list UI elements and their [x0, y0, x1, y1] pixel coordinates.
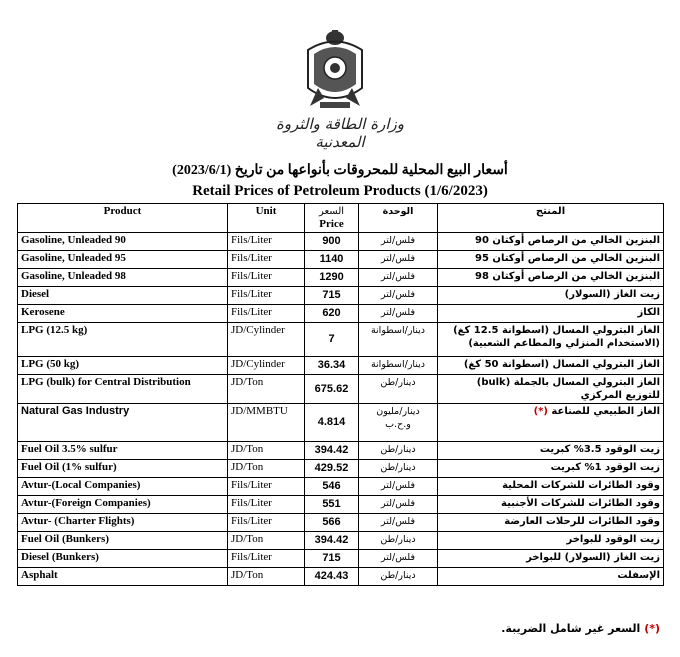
- unit-cell: JD/Cylinder: [228, 323, 305, 357]
- unit-cell: Fils/Liter: [228, 251, 305, 269]
- product-ar-label: زيت الغاز (السولار) للبواخر: [526, 552, 660, 563]
- product-cell: Diesel: [18, 287, 228, 305]
- footnote-text: السعر غير شامل الضريبة.: [501, 622, 641, 635]
- product-ar-label: البنزين الخالي من الرصاص أوكتان 98: [475, 271, 660, 282]
- table-row: [18, 233, 664, 251]
- product-ar-label: وقود الطائرات للشركات الأجنبية: [501, 498, 660, 509]
- product-ar-cell: [438, 269, 664, 287]
- product-ar-cell: [438, 550, 664, 568]
- unit-cell: JD/Ton: [228, 442, 305, 460]
- unit-ar-cell: دينار/طن: [359, 375, 438, 404]
- tax-star-marker: (*): [533, 406, 548, 417]
- product-ar-cell: [438, 496, 664, 514]
- product-ar-cell: [438, 514, 664, 532]
- price-cell: 7: [305, 323, 359, 357]
- unit-ar-cell: دينار/طن: [359, 442, 438, 460]
- product-ar-label: زيت الوقود 3.5% كبريت: [539, 444, 660, 455]
- product-cell: Fuel Oil (Bunkers): [18, 532, 228, 550]
- unit-cell: JD/Ton: [228, 568, 305, 586]
- unit-ar-cell: فلس/لتر: [359, 478, 438, 496]
- table-row: [18, 287, 664, 305]
- unit-cell: JD/MMBTU: [228, 404, 305, 442]
- unit-ar-cell: فلس/لتر: [359, 305, 438, 323]
- product-cell: Avtur-(Foreign Companies): [18, 496, 228, 514]
- price-cell: 1140: [305, 251, 359, 269]
- table-header-row: [18, 204, 664, 233]
- product-ar-cell: [438, 478, 664, 496]
- product-ar-label: وقود الطائرات للشركات المحلية: [502, 480, 660, 491]
- product-ar-label: زيت الوقود للبواخر: [566, 534, 660, 545]
- product-ar-label: الإسفلت: [617, 570, 660, 581]
- product-ar-label: الغاز البترولي المسال (اسطوانة 12.5 كغ) (الاستخدام المنزلي والمطاعم الشعبية): [453, 325, 660, 349]
- product-ar-cell: [438, 375, 664, 404]
- product-ar-cell: [438, 287, 664, 305]
- unit-ar-cell: فلس/لتر: [359, 269, 438, 287]
- unit-cell: JD/Ton: [228, 375, 305, 404]
- product-cell: Natural Gas Industry: [18, 404, 228, 442]
- coat-of-arms-icon: [300, 28, 370, 113]
- unit-ar-cell: دينار/طن: [359, 532, 438, 550]
- product-cell: Gasoline, Unleaded 98: [18, 269, 228, 287]
- price-cell: 546: [305, 478, 359, 496]
- price-cell: 424.43: [305, 568, 359, 586]
- table-row: [18, 305, 664, 323]
- product-ar-cell: [438, 532, 664, 550]
- unit-ar-cell: فلس/لتر: [359, 287, 438, 305]
- product-cell: Avtur- (Charter Flights): [18, 514, 228, 532]
- product-ar-cell: [438, 568, 664, 586]
- product-ar-label: البنزين الخالي من الرصاص أوكتان 95: [475, 253, 660, 264]
- product-ar-cell: [438, 404, 664, 442]
- price-cell: 900: [305, 233, 359, 251]
- price-cell: 715: [305, 550, 359, 568]
- product-ar-label: الغاز البترولي المسال (اسطوانة 50 كغ): [463, 359, 660, 370]
- footnote-star: (*): [644, 622, 660, 635]
- unit-ar-cell: فلس/لتر: [359, 496, 438, 514]
- table-row: [18, 568, 664, 586]
- unit-cell: JD/Ton: [228, 532, 305, 550]
- unit-cell: Fils/Liter: [228, 287, 305, 305]
- header-product: Product: [18, 204, 228, 233]
- table-row: [18, 514, 664, 532]
- product-cell: LPG (bulk) for Central Distribution: [18, 375, 228, 404]
- product-cell: Diesel (Bunkers): [18, 550, 228, 568]
- product-cell: Fuel Oil 3.5% sulfur: [18, 442, 228, 460]
- header-price-ar: السعر: [318, 206, 345, 217]
- unit-cell: Fils/Liter: [228, 496, 305, 514]
- price-cell: 566: [305, 514, 359, 532]
- price-cell: 715: [305, 287, 359, 305]
- header-price-en: Price: [319, 218, 344, 230]
- product-ar-cell: [438, 323, 664, 357]
- price-cell: 620: [305, 305, 359, 323]
- unit-cell: Fils/Liter: [228, 550, 305, 568]
- unit-cell: JD/Ton: [228, 460, 305, 478]
- table-row: [18, 375, 664, 404]
- price-cell: 551: [305, 496, 359, 514]
- product-ar-cell: [438, 460, 664, 478]
- product-ar-cell: [438, 233, 664, 251]
- table-row: [18, 478, 664, 496]
- table-row: [18, 550, 664, 568]
- price-cell: 4.814: [305, 404, 359, 442]
- prices-table: [17, 203, 664, 586]
- table-row: [18, 532, 664, 550]
- product-ar-label: وقود الطائرات للرحلات العارضة: [504, 516, 660, 527]
- unit-cell: Fils/Liter: [228, 269, 305, 287]
- header-price: [305, 204, 359, 233]
- product-ar-cell: [438, 357, 664, 375]
- product-ar-cell: [438, 251, 664, 269]
- product-ar-label: زيت الغاز (السولار): [564, 289, 660, 300]
- product-cell: Avtur-(Local Companies): [18, 478, 228, 496]
- price-cell: 429.52: [305, 460, 359, 478]
- table-row: [18, 442, 664, 460]
- unit-cell: Fils/Liter: [228, 514, 305, 532]
- table-row: [18, 496, 664, 514]
- product-ar-label: الغاز البترولي المسال بالجملة (bulk) للتوزيع المركزي: [476, 377, 660, 401]
- ministry-name: وزارة الطاقة والثروة المعدنية: [275, 115, 404, 151]
- price-cell: 1290: [305, 269, 359, 287]
- unit-ar-cell: فلس/لتر: [359, 251, 438, 269]
- table-row: [18, 404, 664, 442]
- title-english: Retail Prices of Petroleum Products (1/6/2023): [192, 183, 488, 199]
- product-ar-cell: [438, 442, 664, 460]
- unit-cell: Fils/Liter: [228, 233, 305, 251]
- product-ar-label: زيت الوقود 1% كبريت: [550, 462, 660, 473]
- header-unit: Unit: [228, 204, 305, 233]
- price-cell: 394.42: [305, 532, 359, 550]
- header-unit-ar: الوحدة: [359, 204, 438, 233]
- title-arabic: أسعار البيع المحلية للمحروقات بأنواعها من تاريخ (2023/6/1): [172, 163, 508, 178]
- unit-cell: Fils/Liter: [228, 478, 305, 496]
- price-cell: 394.42: [305, 442, 359, 460]
- product-cell: LPG (12.5 kg): [18, 323, 228, 357]
- header-product-ar: المنتج: [438, 204, 664, 233]
- product-cell: Fuel Oil (1% sulfur): [18, 460, 228, 478]
- document-header: [0, 0, 680, 199]
- unit-cell: JD/Cylinder: [228, 357, 305, 375]
- product-cell: LPG (50 kg): [18, 357, 228, 375]
- product-ar-label: الغاز الطبيعي للصناعة: [551, 406, 660, 417]
- table-row: [18, 357, 664, 375]
- product-cell: Kerosene: [18, 305, 228, 323]
- unit-ar-cell: دينار/اسطوانة: [359, 357, 438, 375]
- price-cell: 36.34: [305, 357, 359, 375]
- unit-ar-cell: فلس/لتر: [359, 550, 438, 568]
- footnote: [440, 622, 660, 635]
- product-cell: Asphalt: [18, 568, 228, 586]
- table-row: [18, 323, 664, 357]
- table-row: [18, 460, 664, 478]
- product-ar-label: البنزين الخالي من الرصاص أوكتان 90: [475, 235, 660, 246]
- product-cell: Gasoline, Unleaded 90: [18, 233, 228, 251]
- table-body: [18, 233, 664, 586]
- product-cell: Gasoline, Unleaded 95: [18, 251, 228, 269]
- unit-ar-cell: دينار/مليون و.ح.ب: [359, 404, 438, 442]
- table-row: [18, 251, 664, 269]
- unit-ar-cell: دينار/اسطوانة: [359, 323, 438, 357]
- unit-ar-cell: فلس/لتر: [359, 514, 438, 532]
- product-ar-cell: [438, 305, 664, 323]
- price-cell: 675.62: [305, 375, 359, 404]
- unit-cell: Fils/Liter: [228, 305, 305, 323]
- unit-ar-cell: دينار/طن: [359, 460, 438, 478]
- unit-ar-cell: فلس/لتر: [359, 233, 438, 251]
- product-ar-label: الكاز: [637, 307, 660, 318]
- table-row: [18, 269, 664, 287]
- unit-ar-cell: دينار/طن: [359, 568, 438, 586]
